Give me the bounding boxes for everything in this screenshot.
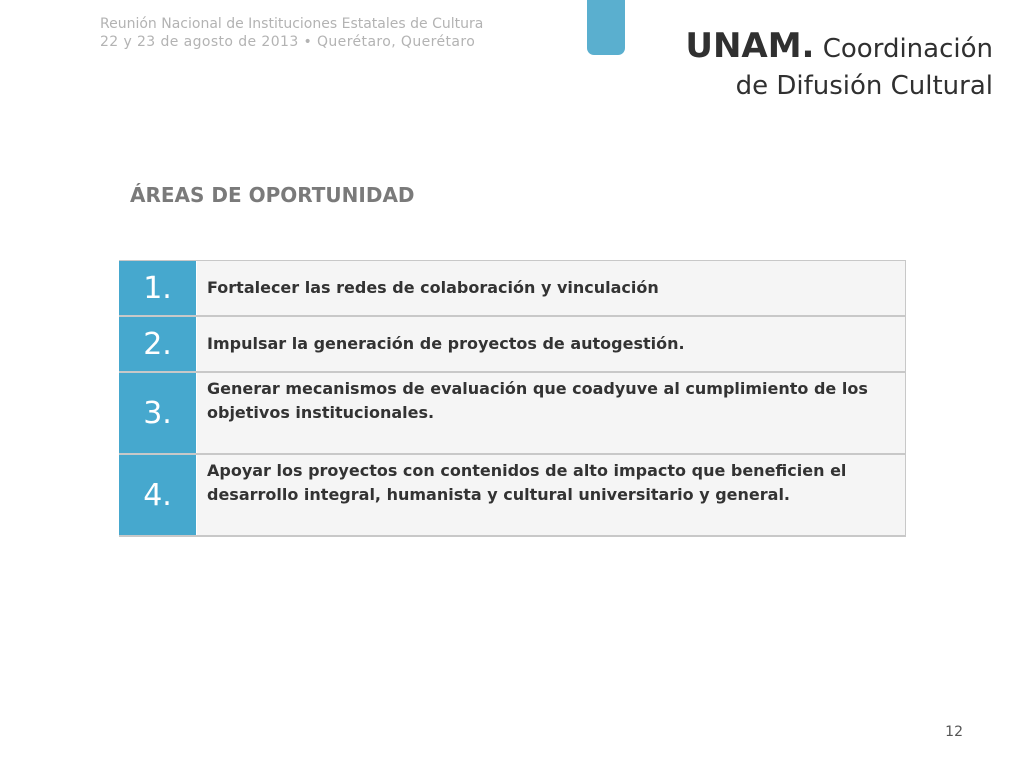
event-name: Reunión Nacional de Instituciones Estatales de Cultura <box>100 16 484 32</box>
area-number: 3. <box>119 373 197 453</box>
area-description: Apoyar los proyectos con contenidos de alto impacto que beneficien el desarrollo integral, humanista y cultural universitario y general. <box>197 455 905 535</box>
brand-subtitle-part-1: Coordinación <box>822 34 993 64</box>
area-row <box>119 317 905 373</box>
area-description: Impulsar la generación de proyectos de autogestión. <box>197 317 905 371</box>
brand-title <box>685 27 993 104</box>
brand-name: UNAM. <box>685 26 815 66</box>
area-description: Fortalecer las redes de colaboración y vinculación <box>197 261 905 315</box>
area-row <box>119 373 905 455</box>
area-number: 2. <box>119 317 197 371</box>
section-title: ÁREAS DE OPORTUNIDAD <box>130 183 415 207</box>
page-number: 12 <box>945 724 963 740</box>
area-description: Generar mecanismos de evaluación que coadyuve al cumplimiento de los objetivos institucionales. <box>197 373 905 453</box>
event-date-location: 22 y 23 de agosto de 2013 • Querétaro, Querétaro <box>100 34 476 50</box>
area-row <box>119 455 905 537</box>
area-number: 1. <box>119 261 197 315</box>
area-row <box>119 261 905 317</box>
area-number: 4. <box>119 455 197 535</box>
event-header <box>100 15 483 51</box>
brand-subtitle-part-2: de Difusión Cultural <box>735 71 993 101</box>
brand-line-1 <box>685 27 993 68</box>
accent-tab <box>587 0 625 55</box>
opportunity-areas-table <box>119 260 906 537</box>
